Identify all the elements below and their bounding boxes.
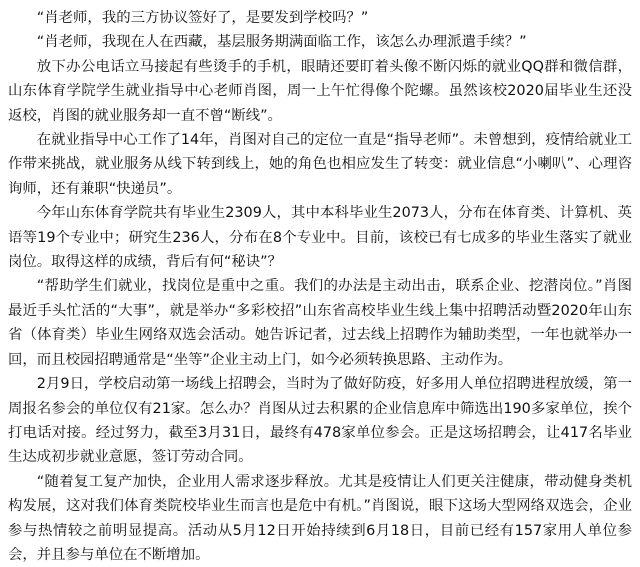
paragraph-2: “肖老师，我现在人在西藏，基层服务期满面临工作，该怎么办理派遣手续？”: [36, 34, 527, 51]
paragraph-6: “帮助学生们就业，找岗位是重中之重。我们的办法是主动出击，联系企业、挖潜岗位。”肖图最近手头忙活的“大事”，就是举办“多彩校招”山东省高校毕业生线上集中招聘活动暨2020年山东省（体育类）毕业生网络双选会活动。她告诉记者，过去线上招聘作为辅助类型，一年也就举办一回，而且校园招聘通常是“坐等”企业主动上门，如今必须转换思路、主动作为。: [8, 278, 632, 368]
paragraph-4: 在就业指导中心工作了14年，肖图对自己的定位一直是“指导老师”。未曾想到，疫情给就业工作带来挑战，就业服务从线下转到线上，她的角色也相应发生了转变：就业信息“小喇叭”、心理咨询师，还有兼职“快递员”。: [8, 132, 632, 197]
paragraph-5: 今年山东体育学院共有毕业生2309人，其中本科毕业生2073人，分布在体育类、计算机、英语等19个专业中；研究生236人，分布在8个专业中。目前，该校已有七成多的毕业生落实了就业岗位。取得这样的成绩，背后有何“秘诀”？: [8, 205, 632, 271]
paragraph-1: “肖老师，我的三方协议签好了，是要发到学校吗？”: [36, 10, 369, 26]
paragraph-3: 放下办公电话立马接起有些烫手的手机，眼睛还要盯着头像不断闪烁的就业QQ群和微信群，山东体育学院学生就业指导中心老师肖图，周一上午忙得像个陀螺。虽然该校2020届毕业生还没返校，肖图的就业服务却一直不曾“断线”。: [8, 58, 632, 124]
paragraph-8: “随着复工复产加快，企业用人需求逐步释放。尤其是疫情让人们更关注健康，带动健身类机构发展，这对我们体育类院校毕业生而言也是危中有机。”肖图说，眼下这场大型网络双选会，企业参与热情较之前明显提高。活动从5月12日开始持续到6月18日，目前已经有157家用人单位参会，并且参与单位在不断增加。: [8, 473, 632, 563]
paragraph-7: 2月9日，学校启动第一场线上招聘会，当时为了做好防疫，好多用人单位招聘进程放缓，第一周报名参会的单位仅有21家。怎么办？肖图从过去积累的企业信息库中筛选出190多家单位，挨个打电话对接。经过努力，截至3月31日，最终有478家单位参会。正是这场招聘会，让417名毕业生达成初步就业意愿，签订劳动合同。: [8, 376, 632, 466]
